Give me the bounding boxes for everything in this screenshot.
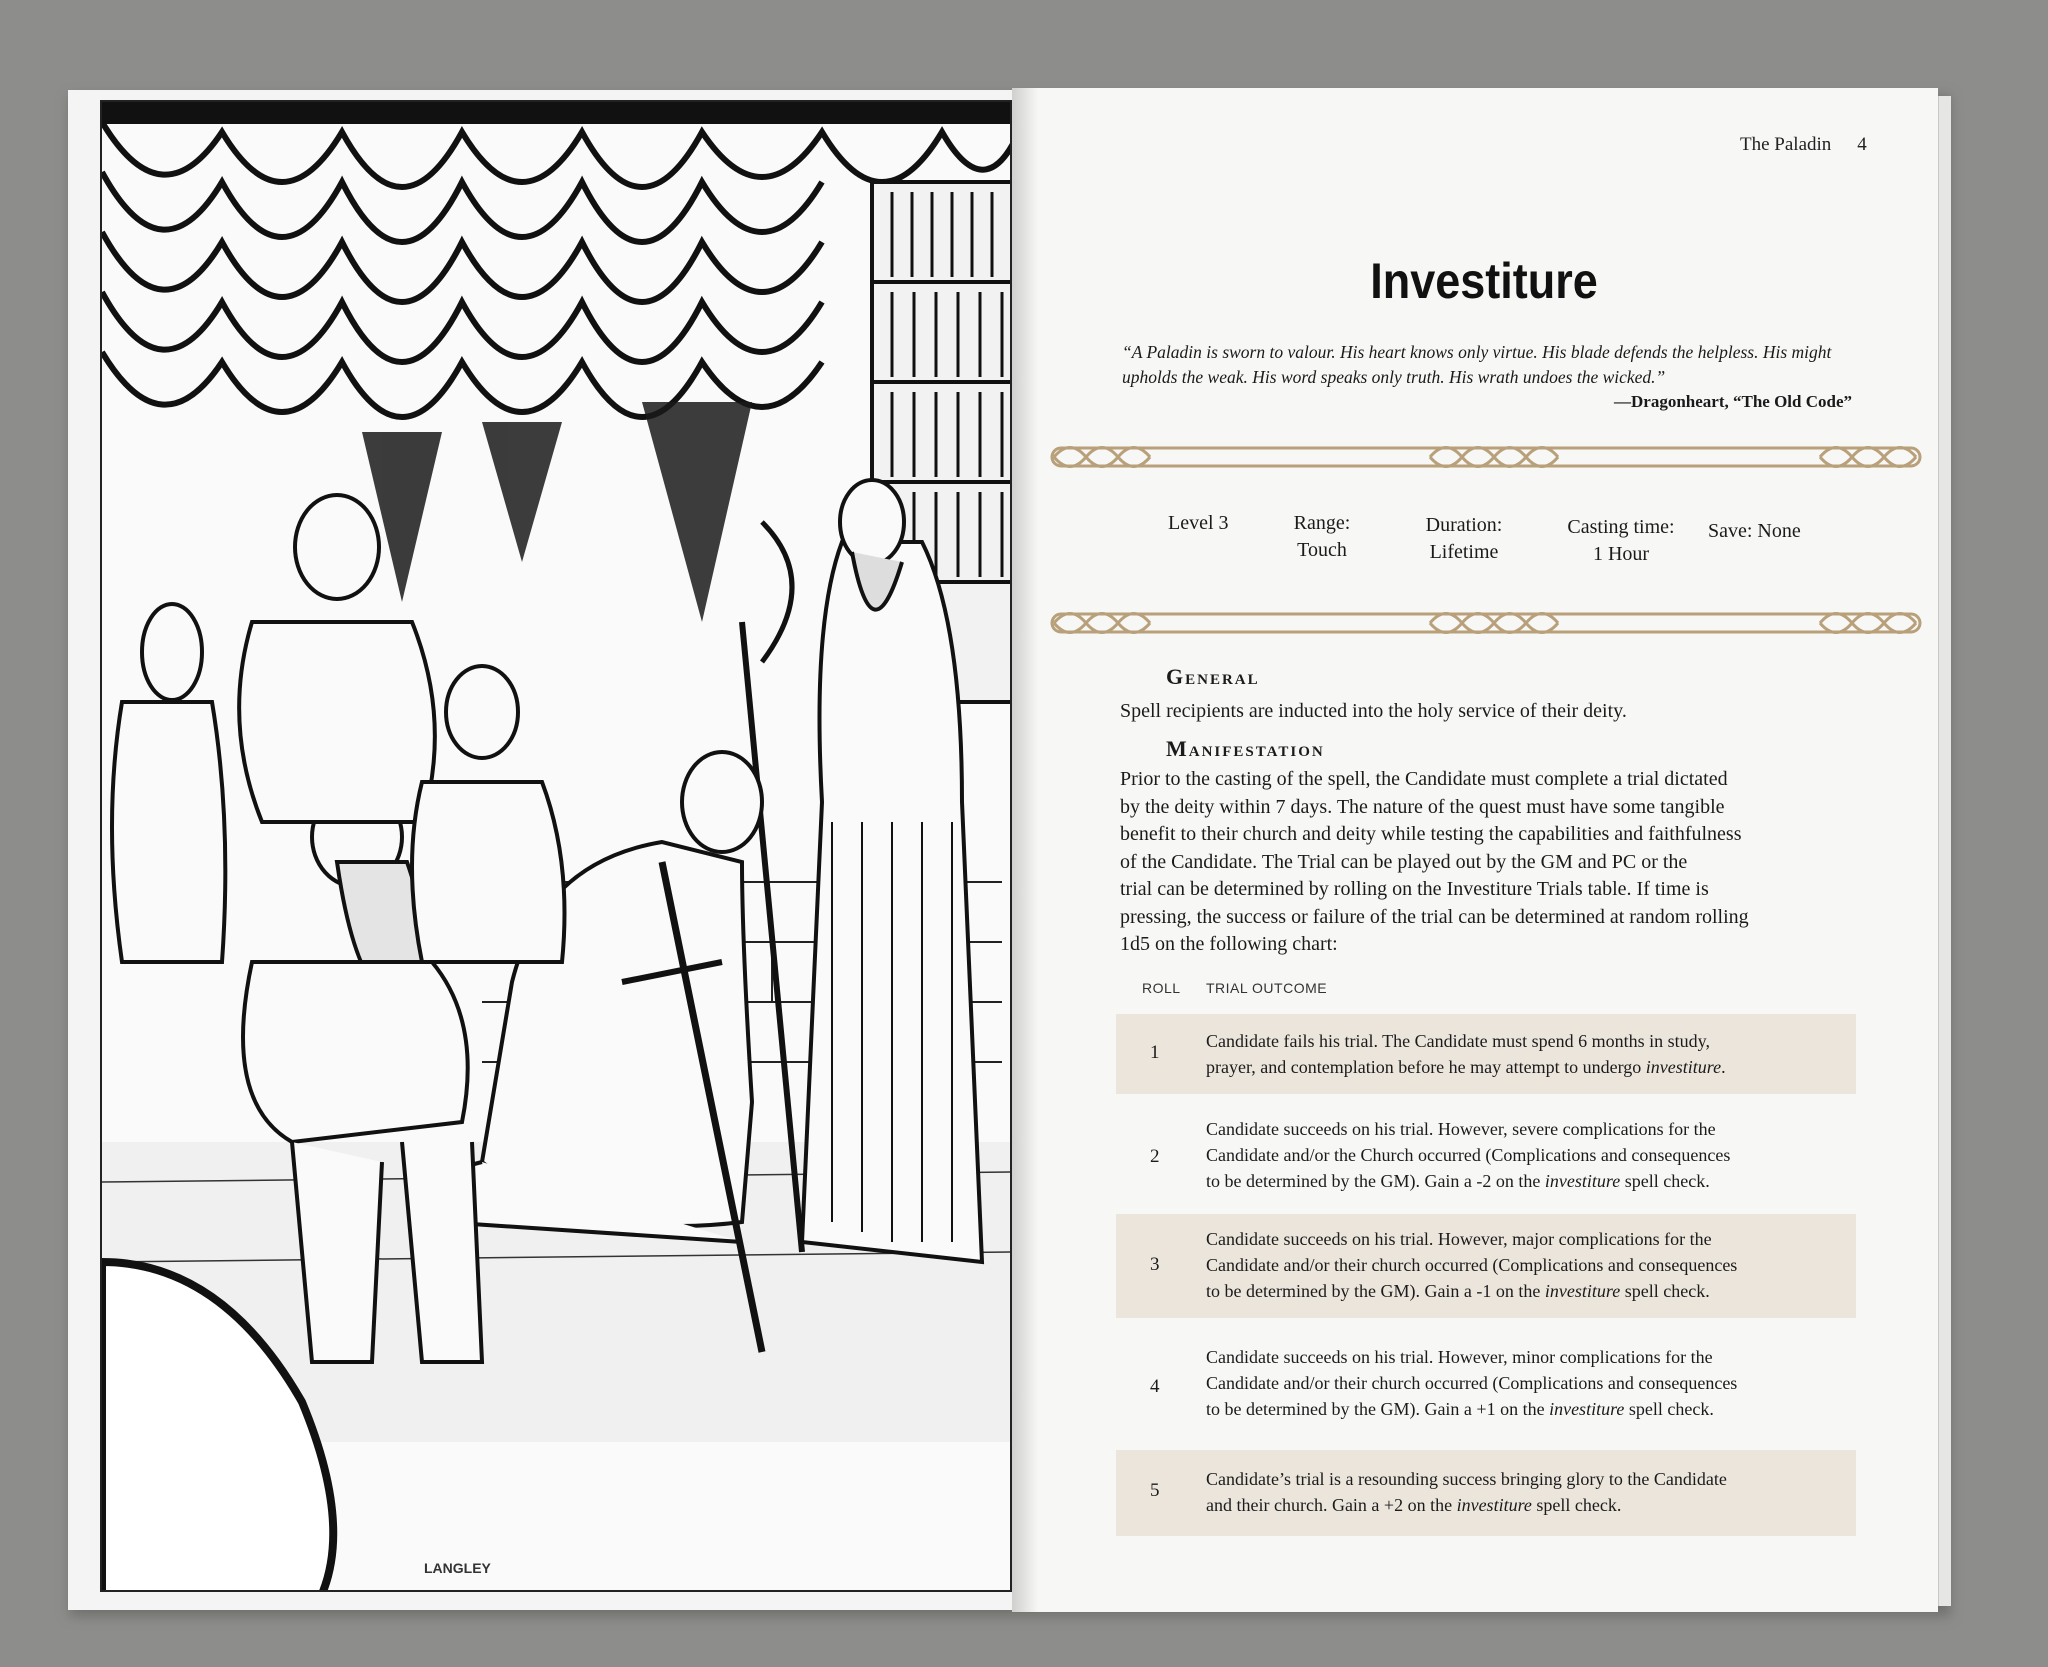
stat-save: Save: None [1708, 520, 1801, 542]
spell-stats [1050, 510, 1922, 570]
manifestation-line: trial can be determined by rolling on the Investiture Trials table. If time is [1120, 878, 1709, 900]
table-header-roll: ROLL [1142, 980, 1181, 996]
general-text: Spell recipients are inducted into the holy service of their deity. [1120, 700, 1627, 722]
outcome-line: to be determined by the GM). Gain a -2 on the investiture spell check. [1206, 1171, 1710, 1191]
stat-level: Level 3 [1168, 512, 1229, 534]
outcome-text [1206, 1226, 1846, 1304]
outcome-line: Candidate succeeds on his trial. However, minor complications for the [1206, 1347, 1713, 1367]
outcome-text [1206, 1466, 1846, 1518]
table-row [1116, 1338, 1856, 1434]
outcome-line: Candidate and/or their church occurred (Complications and consequences [1206, 1255, 1738, 1275]
general-heading: General [1166, 664, 1260, 689]
outcome-line: to be determined by the GM). Gain a -1 on the investiture spell check. [1206, 1281, 1710, 1301]
page-title: Investiture [1370, 253, 1598, 309]
outcome-line: prayer, and contemplation before he may attempt to undergo investiture. [1206, 1057, 1726, 1077]
outcome-line: to be determined by the GM). Gain a +1 on the investiture spell check. [1206, 1399, 1714, 1419]
stat-duration-value: Lifetime [1429, 541, 1499, 563]
manifestation-line: Prior to the casting of the spell, the Candidate must complete a trial dictated [1120, 768, 1728, 790]
table-header-outcome: TRIAL OUTCOME [1206, 980, 1328, 996]
roll-value: 1 [1150, 1042, 1160, 1063]
table-row [1116, 1450, 1856, 1536]
stat-duration-label: Duration: [1425, 514, 1503, 536]
stat-casting-value: 1 Hour [1592, 543, 1650, 565]
manifestation-line: 1d5 on the following chart: [1120, 933, 1338, 955]
stat-duration [1416, 512, 1512, 566]
investiture-term: investiture [1544, 1171, 1621, 1191]
outcome-line: Candidate fails his trial. The Candidate must spend 6 months in study, [1206, 1031, 1710, 1051]
manifestation-heading: Manifestation [1166, 736, 1325, 761]
outcome-line: Candidate and/or the Church occurred (Complications and consequences [1206, 1145, 1731, 1165]
table-row [1116, 1014, 1856, 1094]
book-gutter [1012, 88, 1038, 1612]
knotwork-border-bottom [1050, 600, 1922, 646]
epigraph-citation: —Dragonheart, “The Old Code” [1614, 392, 1852, 411]
stat-range [1282, 510, 1362, 564]
outcome-line: Candidate’s trial is a resounding success bringing glory to the Candidate [1206, 1469, 1727, 1489]
left-elf-figure [112, 604, 225, 962]
manifestation-line: benefit to their church and deity while testing the capabilities and faithfulness [1120, 823, 1742, 845]
table-row [1116, 1214, 1856, 1318]
roll-value: 3 [1150, 1254, 1160, 1275]
stat-range-value: Touch [1297, 539, 1347, 561]
outcome-line: and their church. Gain a +2 on the investiture spell check. [1206, 1495, 1622, 1515]
page-number: 4 [1857, 134, 1867, 155]
manifestation-text [1120, 766, 1880, 959]
investiture-term: investiture [1456, 1495, 1532, 1515]
running-head-section: The Paladin [1740, 134, 1832, 155]
epigraph-quote: “A Paladin is sworn to valour. His heart knows only virtue. His blade defends the helpless. His might upholds the weak. His word speaks only truth. His wrath undoes the wicked.” [1122, 342, 1832, 387]
investiture-term: investiture [1549, 1399, 1625, 1419]
artist-signature: LANGLEY [424, 1560, 491, 1576]
manifestation-line: by the deity within 7 days. The nature of the quest must have some tangible [1120, 795, 1725, 818]
roll-value: 5 [1150, 1480, 1160, 1501]
stat-range-label: Range: [1293, 512, 1351, 534]
outcome-text [1206, 1116, 1846, 1194]
outcome-line: Candidate succeeds on his trial. However, severe complications for the [1206, 1119, 1716, 1139]
knotwork-border-top [1050, 434, 1922, 480]
investiture-term: investiture [1544, 1281, 1621, 1301]
stat-casting-label: Casting time: [1567, 516, 1675, 538]
manifestation-line: pressing, the success or failure of the trial can be determined at random rolling [1120, 905, 1749, 928]
roll-value: 4 [1150, 1376, 1160, 1397]
investiture-term: investiture [1645, 1057, 1722, 1077]
illustration-investiture-ceremony [100, 100, 1012, 1592]
running-head [1740, 134, 1867, 156]
outcome-line: Candidate and/or their church occurred (Complications and consequences [1206, 1373, 1738, 1393]
outcome-text [1206, 1344, 1846, 1422]
outcome-text [1206, 1028, 1846, 1080]
outcome-line: Candidate succeeds on his trial. However, major complications for the [1206, 1229, 1712, 1249]
roll-value: 2 [1150, 1146, 1160, 1167]
page-edges [1938, 96, 1951, 1606]
manifestation-line: of the Candidate. The Trial can be played out by the GM and PC or the [1120, 850, 1688, 873]
table-row [1116, 1110, 1856, 1206]
stat-casting-time [1556, 514, 1686, 568]
